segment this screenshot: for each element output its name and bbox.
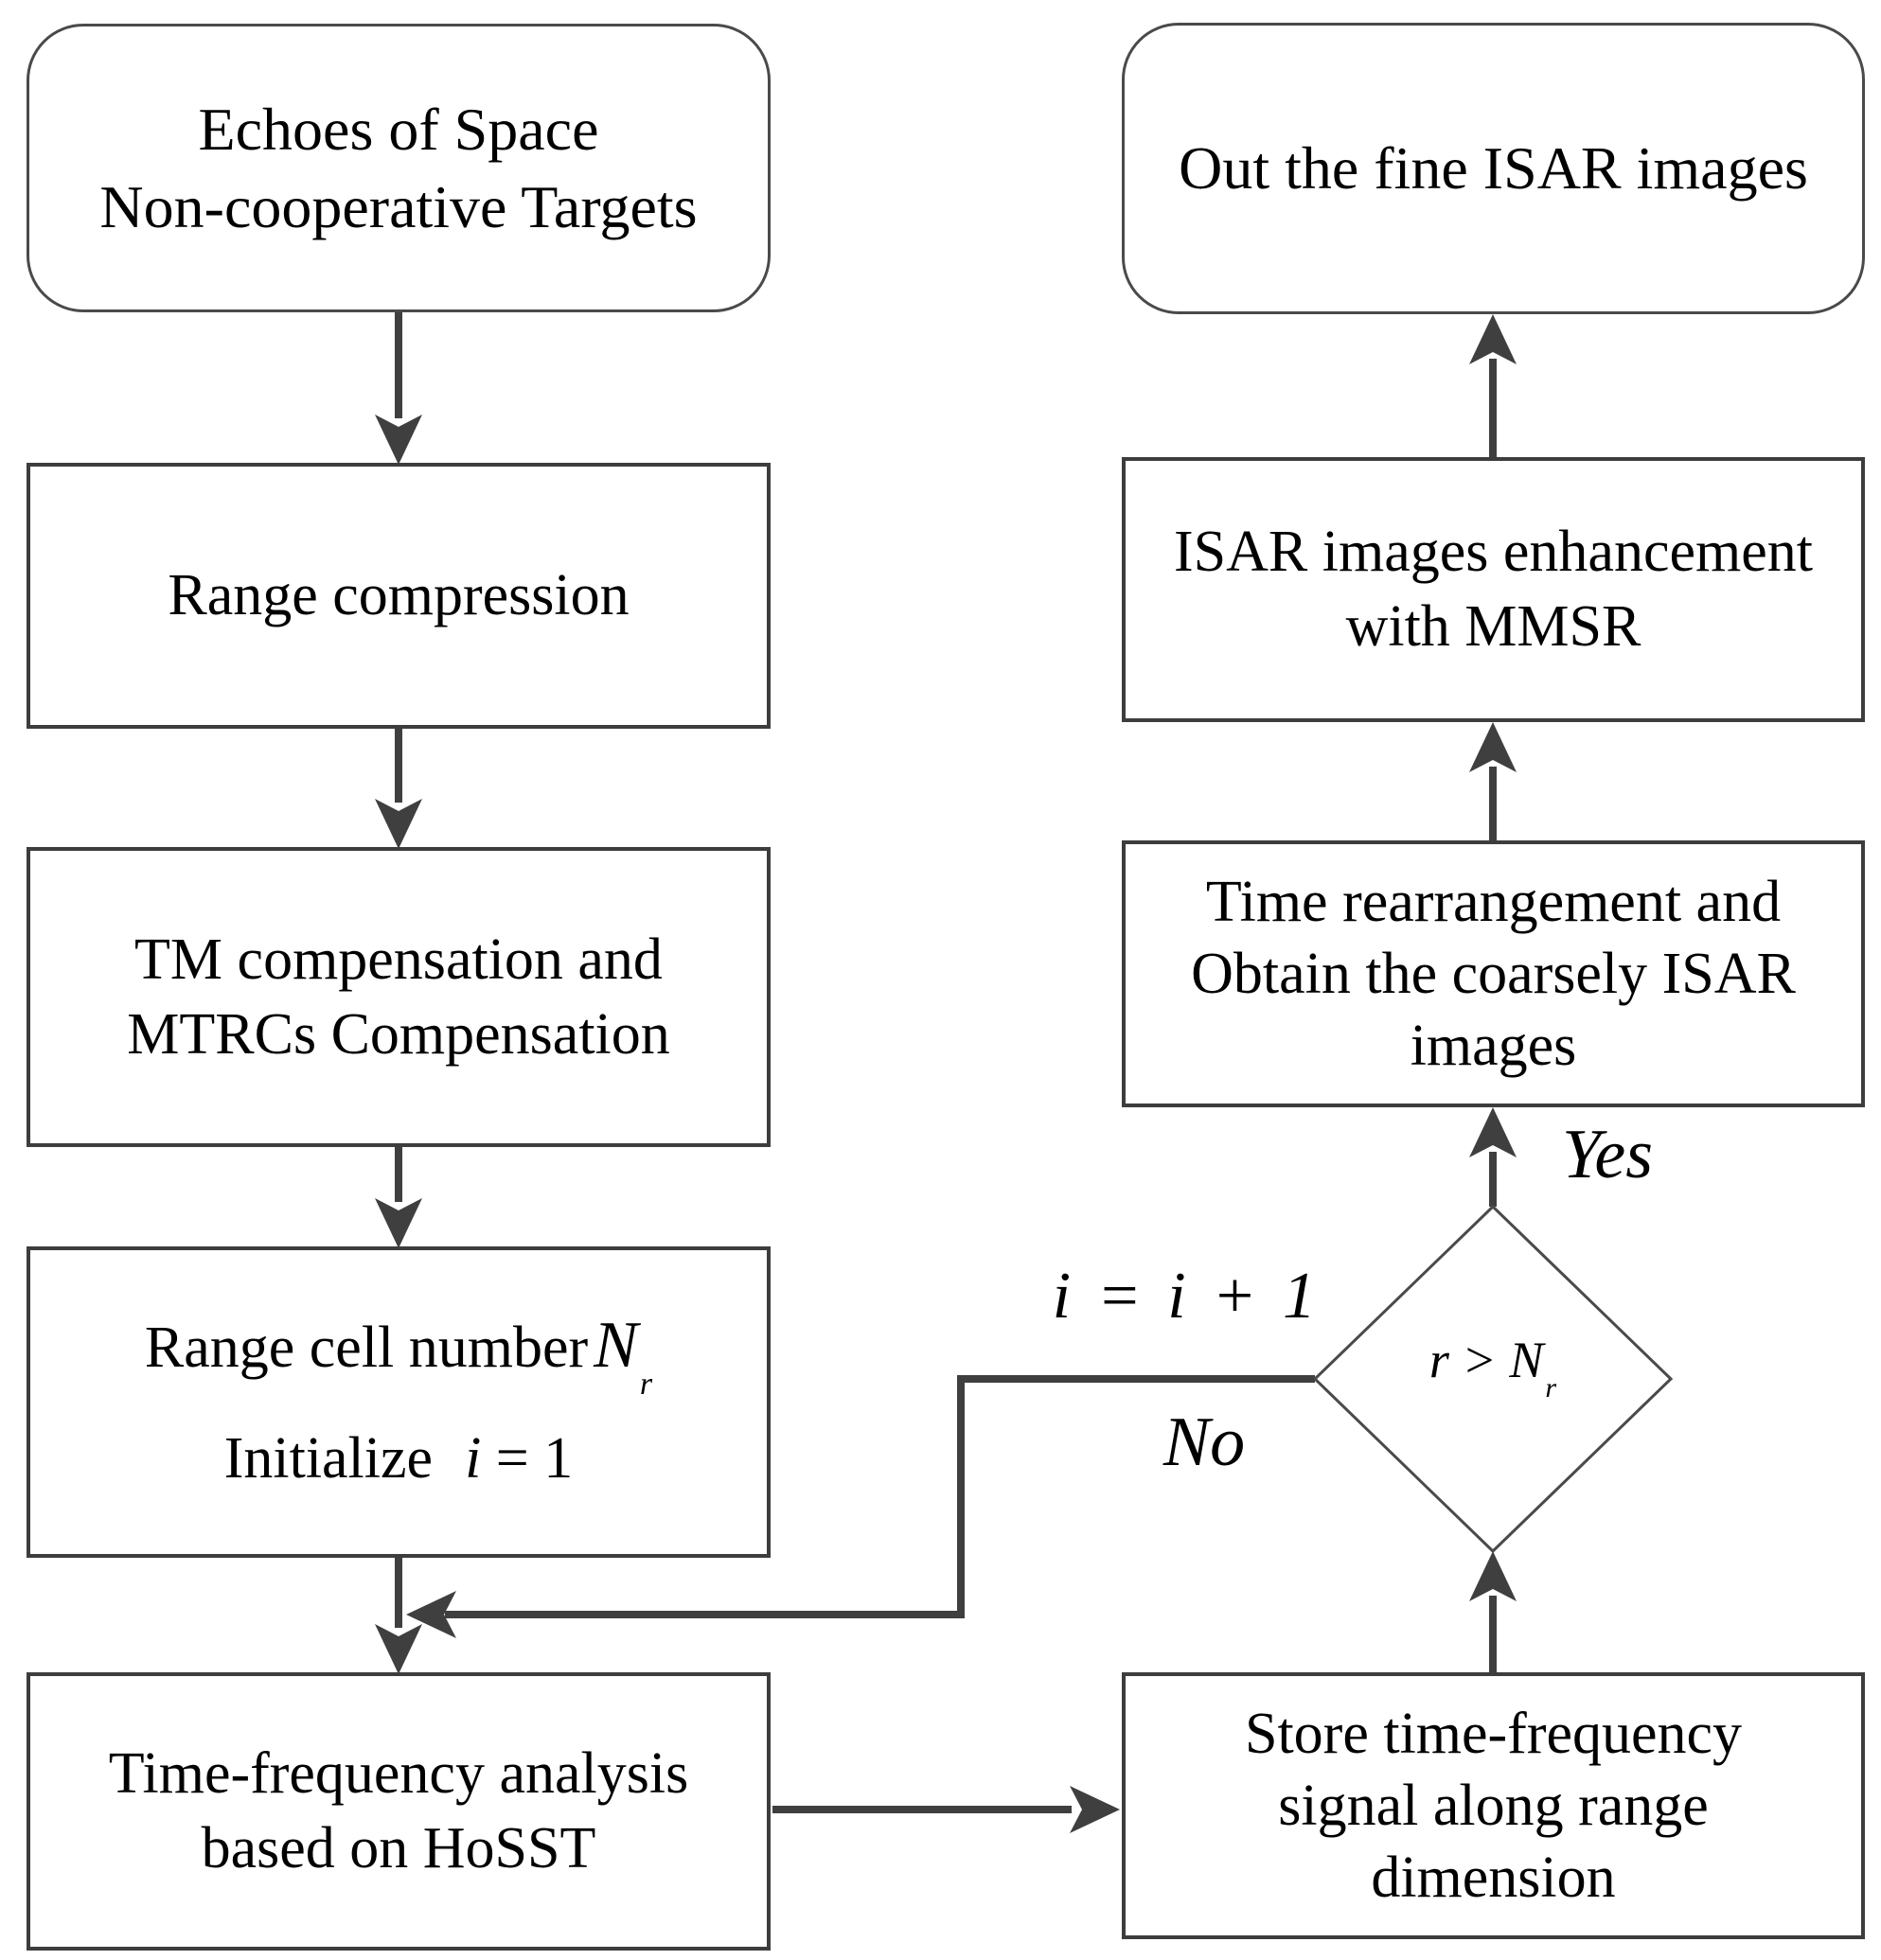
node-store-signal-line2: signal along range: [1278, 1774, 1709, 1838]
edge-tm-compensation-to-initialize: [375, 1147, 422, 1248]
decision-lhs: r: [1428, 1332, 1449, 1388]
node-tm-compensation: [27, 847, 771, 1147]
initialize-line2-text: Initialize: [223, 1425, 434, 1491]
node-time-rearrangement-line2: Obtain the coarsely ISAR: [1191, 942, 1796, 1006]
node-range-compression: [27, 463, 771, 729]
node-output: [1122, 23, 1865, 314]
edge-decision-yes-to-time-rearrangement: [1469, 1107, 1517, 1207]
node-store-signal: [1122, 1672, 1865, 1939]
decision-no-label: No: [1162, 1404, 1246, 1481]
node-enhancement-line2: with MMSR: [1345, 594, 1641, 659]
initialize-counter-value: = 1: [495, 1425, 574, 1491]
node-store-signal-line3: dimension: [1371, 1845, 1616, 1910]
node-enhancement-line1: ISAR images enhancement: [1174, 520, 1813, 584]
decision-operator: >: [1462, 1332, 1497, 1388]
initialize-range-cell-subscript: r: [639, 1366, 653, 1402]
decision-condition-label: [1322, 1331, 1663, 1404]
node-tf-analysis-line2: based on HoSST: [201, 1816, 596, 1881]
node-range-compression-line1: Range compression: [168, 563, 630, 627]
node-initialize: [27, 1246, 771, 1558]
node-tf-analysis: [27, 1672, 771, 1951]
decision-rhs: N: [1509, 1332, 1544, 1388]
edge-time-rearrangement-to-enhancement: [1469, 722, 1517, 840]
node-tf-analysis-line1: Time-frequency analysis: [108, 1741, 689, 1806]
initialize-line1-text: Range cell number: [144, 1315, 589, 1381]
edge-store-signal-to-decision: [1469, 1551, 1517, 1672]
node-start-line2: Non-cooperative Targets: [99, 172, 698, 240]
loop-increment-label: i = i + 1: [1052, 1260, 1321, 1333]
node-initialize-line2: [224, 1421, 574, 1496]
node-enhancement: [1122, 457, 1865, 722]
initialize-range-cell-variable: N: [594, 1309, 638, 1383]
node-tm-compensation-line2: MTRCs Compensation: [127, 1001, 670, 1067]
decision-rhs-subscript: r: [1545, 1372, 1557, 1404]
edge-start-to-range-compression: [375, 312, 422, 465]
node-start-echoes: [27, 24, 771, 312]
edge-range-compression-to-tm-compensation: [375, 729, 422, 849]
initialize-counter-variable: i: [465, 1425, 482, 1491]
node-time-rearrangement-line3: images: [1410, 1014, 1577, 1078]
node-store-signal-line1: Store time-frequency: [1244, 1702, 1743, 1766]
edge-enhancement-to-output: [1469, 314, 1517, 457]
node-start-line1: Echoes of Space: [198, 95, 599, 163]
node-time-rearrangement-line1: Time rearrangement and: [1205, 870, 1782, 934]
decision-yes-label: Yes: [1561, 1116, 1653, 1193]
edge-tf-analysis-to-store-signal: [772, 1786, 1120, 1833]
node-time-rearrangement: [1122, 840, 1865, 1107]
node-initialize-line1: [145, 1308, 652, 1421]
node-output-line1: Out the fine ISAR images: [1179, 134, 1808, 202]
node-tm-compensation-line1: TM compensation and: [134, 927, 663, 992]
